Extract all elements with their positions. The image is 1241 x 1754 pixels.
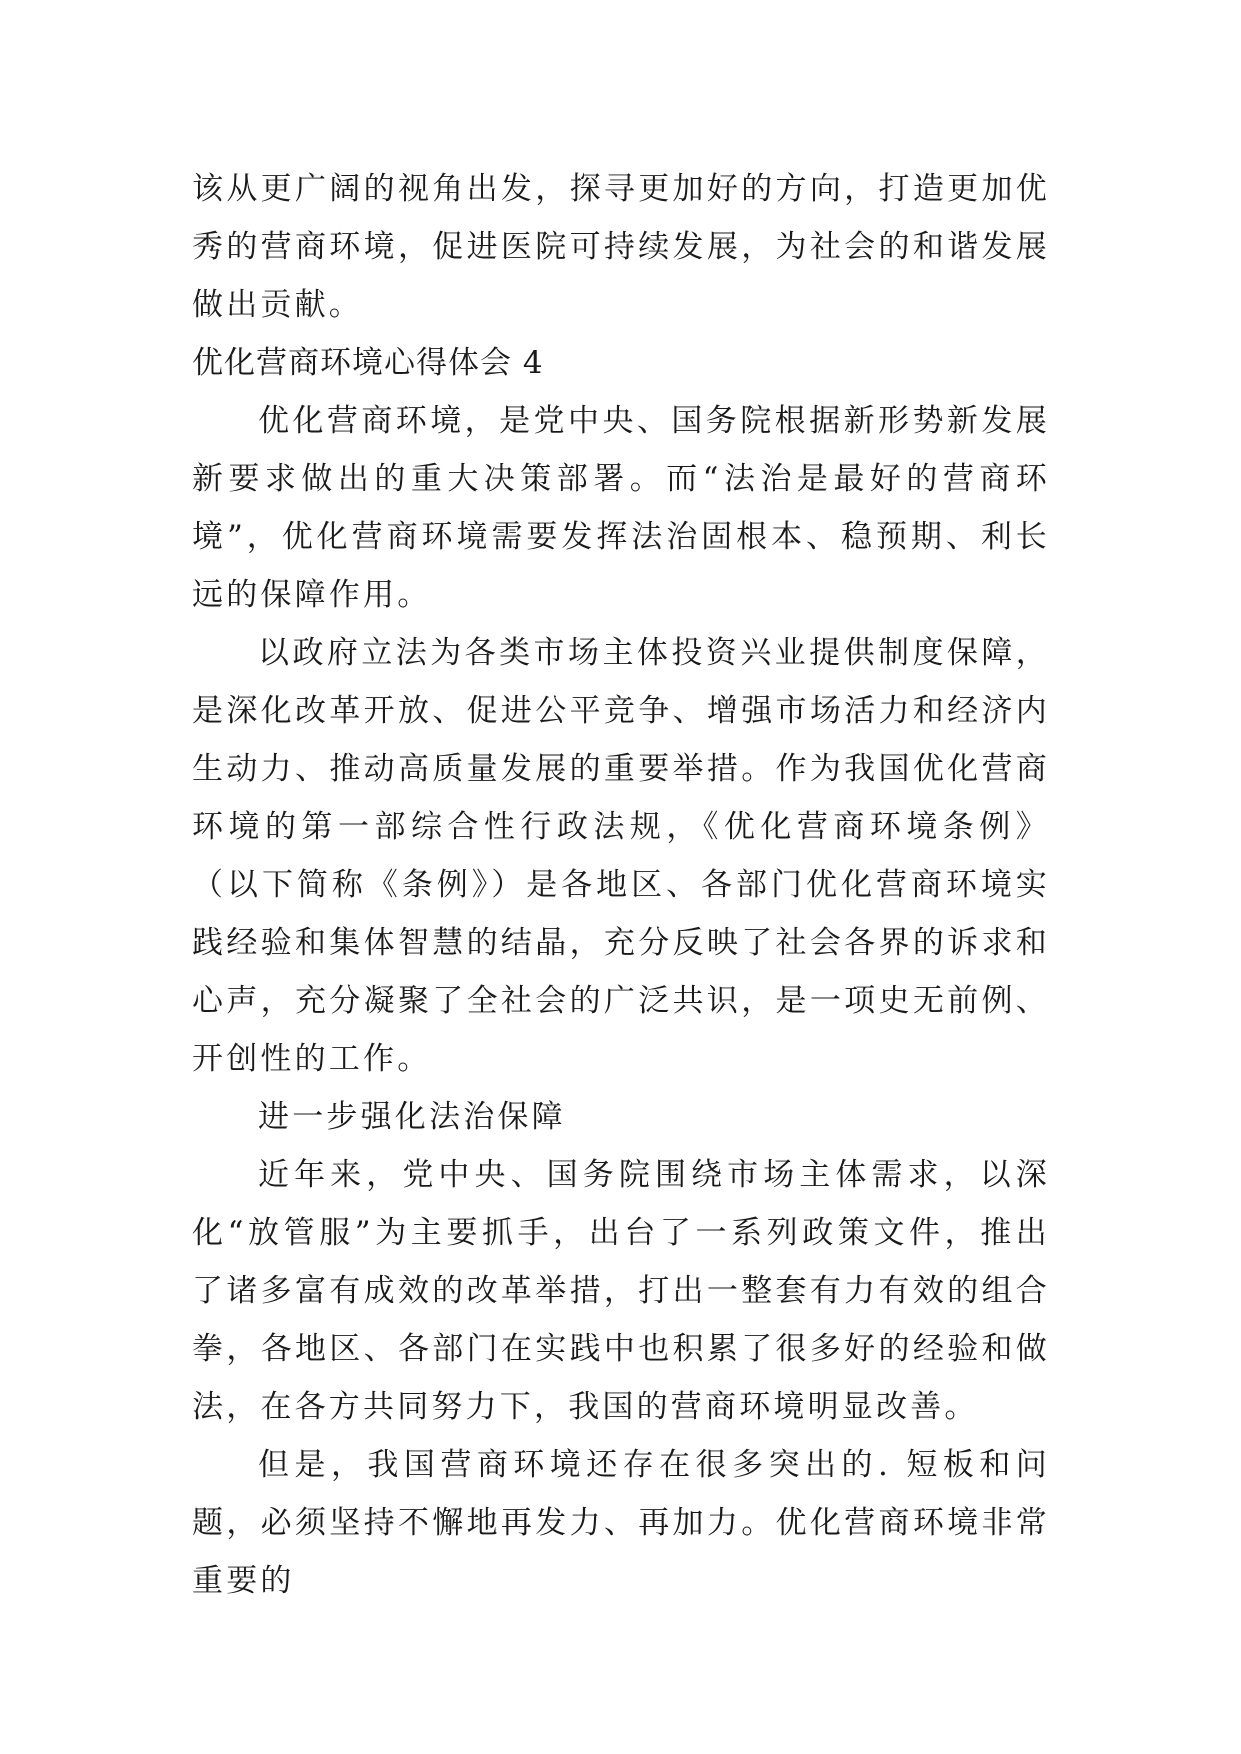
intro-paragraph: 该从更广阔的视角出发，探寻更加好的方向，打造更加优秀的营商环境，促进医院可持续发展，为社会的和谐发展做出贡献。 [192, 171, 1050, 323]
body-paragraph-4: 但是，我国营商环境还存在很多突出的. 短板和问题，必须坚持不懈地再发力、再加力。优化营商环境非常重要的 [192, 1447, 1050, 1599]
body-paragraph-3: 近年来，党中央、国务院围绕市场主体需求，以深化“放管服”为主要抓手，出台了一系列政策文件，推出了诸多富有成效的改革举措，打出一整套有力有效的组合拳，各地区、各部门在实践中也积累了很多好的经验和做法，在各方共同努力下，我国的营商环境明显改善。 [192, 1157, 1050, 1425]
section-title: 优化营商环境心得体会 4 [192, 345, 544, 381]
subheading: 进一步强化法治保障 [258, 1099, 566, 1135]
body-paragraph-2: 以政府立法为各类市场主体投资兴业提供制度保障，是深化改革开放、促进公平竞争、增强市场活力和经济内生动力、推动高质量发展的重要举措。作为我国优化营商环境的第一部综合性行政法规，《优化营商环境条例》（以下简称《条例》）是各地区、各部门优化营商环境实践经验和集体智慧的结晶，充分反映了社会各界的诉求和心声，充分凝聚了全社会的广泛共识，是一项史无前例、开创性的工作。 [192, 635, 1050, 1077]
body-paragraph-1: 优化营商环境，是党中央、国务院根据新形势新发展新要求做出的重大决策部署。而“法治是最好的营商环境”，优化营商环境需要发挥法治固根本、稳预期、利长远的保障作用。 [192, 403, 1050, 613]
document-page [192, 160, 1050, 1610]
